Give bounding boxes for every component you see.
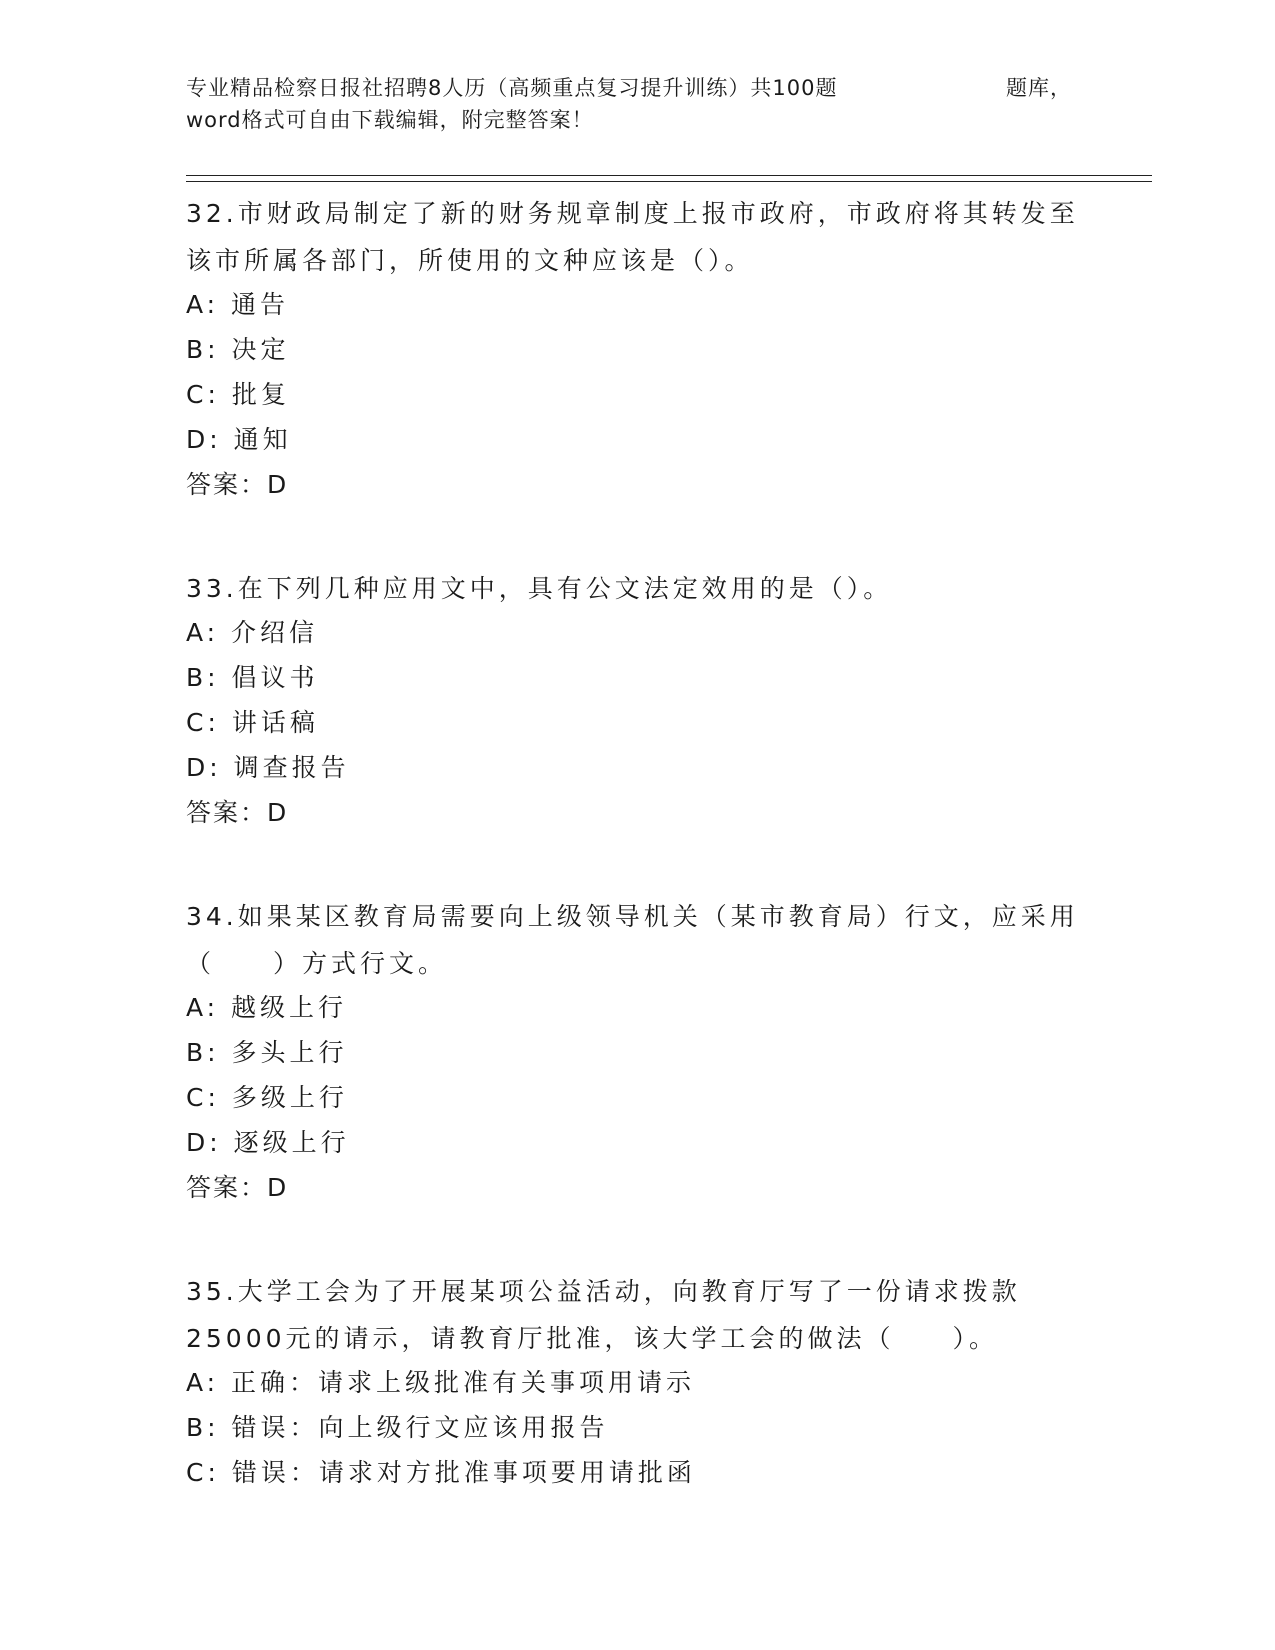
question-stem-line: 32.市财政局制定了新的财务规章制度上报市政府，市政府将其转发至 <box>186 199 1079 228</box>
option-a: A: 通告 <box>186 290 290 319</box>
header-rule-bottom <box>186 181 1152 182</box>
option-a: A: 越级上行 <box>186 993 348 1022</box>
question-gap <box>186 835 1086 891</box>
option-d: D: 调查报告 <box>186 753 350 782</box>
option-c: C: 多级上行 <box>186 1083 348 1112</box>
option-d: D: 通知 <box>186 425 292 454</box>
question-gap <box>186 1210 1086 1266</box>
answer-line: 答案：D <box>186 1173 289 1202</box>
answer-line: 答案：D <box>186 470 289 499</box>
answer-line: 答案：D <box>186 798 289 827</box>
question-stem-line: 该市所属各部门，所使用的文种应该是（）。 <box>186 246 754 275</box>
question-gap <box>186 507 1086 563</box>
question-stem-line: （ ）方式行文。 <box>186 949 448 978</box>
option-b: B: 错误：向上级行文应该用报告 <box>186 1413 609 1442</box>
option-c: C: 错误：请求对方批准事项要用请批函 <box>186 1458 696 1487</box>
option-c: C: 讲话稿 <box>186 708 319 737</box>
question-list <box>186 188 1086 1495</box>
document-header <box>186 72 1072 136</box>
question-stem-line: 25000元的请示，请教育厅批准，该大学工会的做法（ ）。 <box>186 1324 999 1353</box>
header-title: 专业精品检察日报社招聘8人历（高频重点复习提升训练）共100题 <box>186 76 838 100</box>
question-32 <box>186 188 1086 507</box>
option-b: B: 多头上行 <box>186 1038 348 1067</box>
question-35 <box>186 1266 1086 1495</box>
header-title-suffix: 题库， <box>1006 76 1072 100</box>
option-b: B: 决定 <box>186 335 290 364</box>
question-stem-line: 33.在下列几种应用文中，具有公文法定效用的是（）。 <box>186 574 893 603</box>
option-a: A: 介绍信 <box>186 618 319 647</box>
option-c: C: 批复 <box>186 380 290 409</box>
option-b: B: 倡议书 <box>186 663 319 692</box>
header-rule-top <box>186 175 1152 176</box>
header-line-2: word格式可自由下载编辑，附完整答案！ <box>186 108 594 132</box>
question-34 <box>186 891 1086 1210</box>
header-line-1 <box>186 72 1072 104</box>
option-a: A: 正确：请求上级批准有关事项用请示 <box>186 1368 696 1397</box>
question-stem-line: 34.如果某区教育局需要向上级领导机关（某市教育局）行文，应采用 <box>186 902 1079 931</box>
question-33 <box>186 563 1086 835</box>
question-stem-line: 35.大学工会为了开展某项公益活动，向教育厅写了一份请求拨款 <box>186 1277 1021 1306</box>
option-d: D: 逐级上行 <box>186 1128 350 1157</box>
